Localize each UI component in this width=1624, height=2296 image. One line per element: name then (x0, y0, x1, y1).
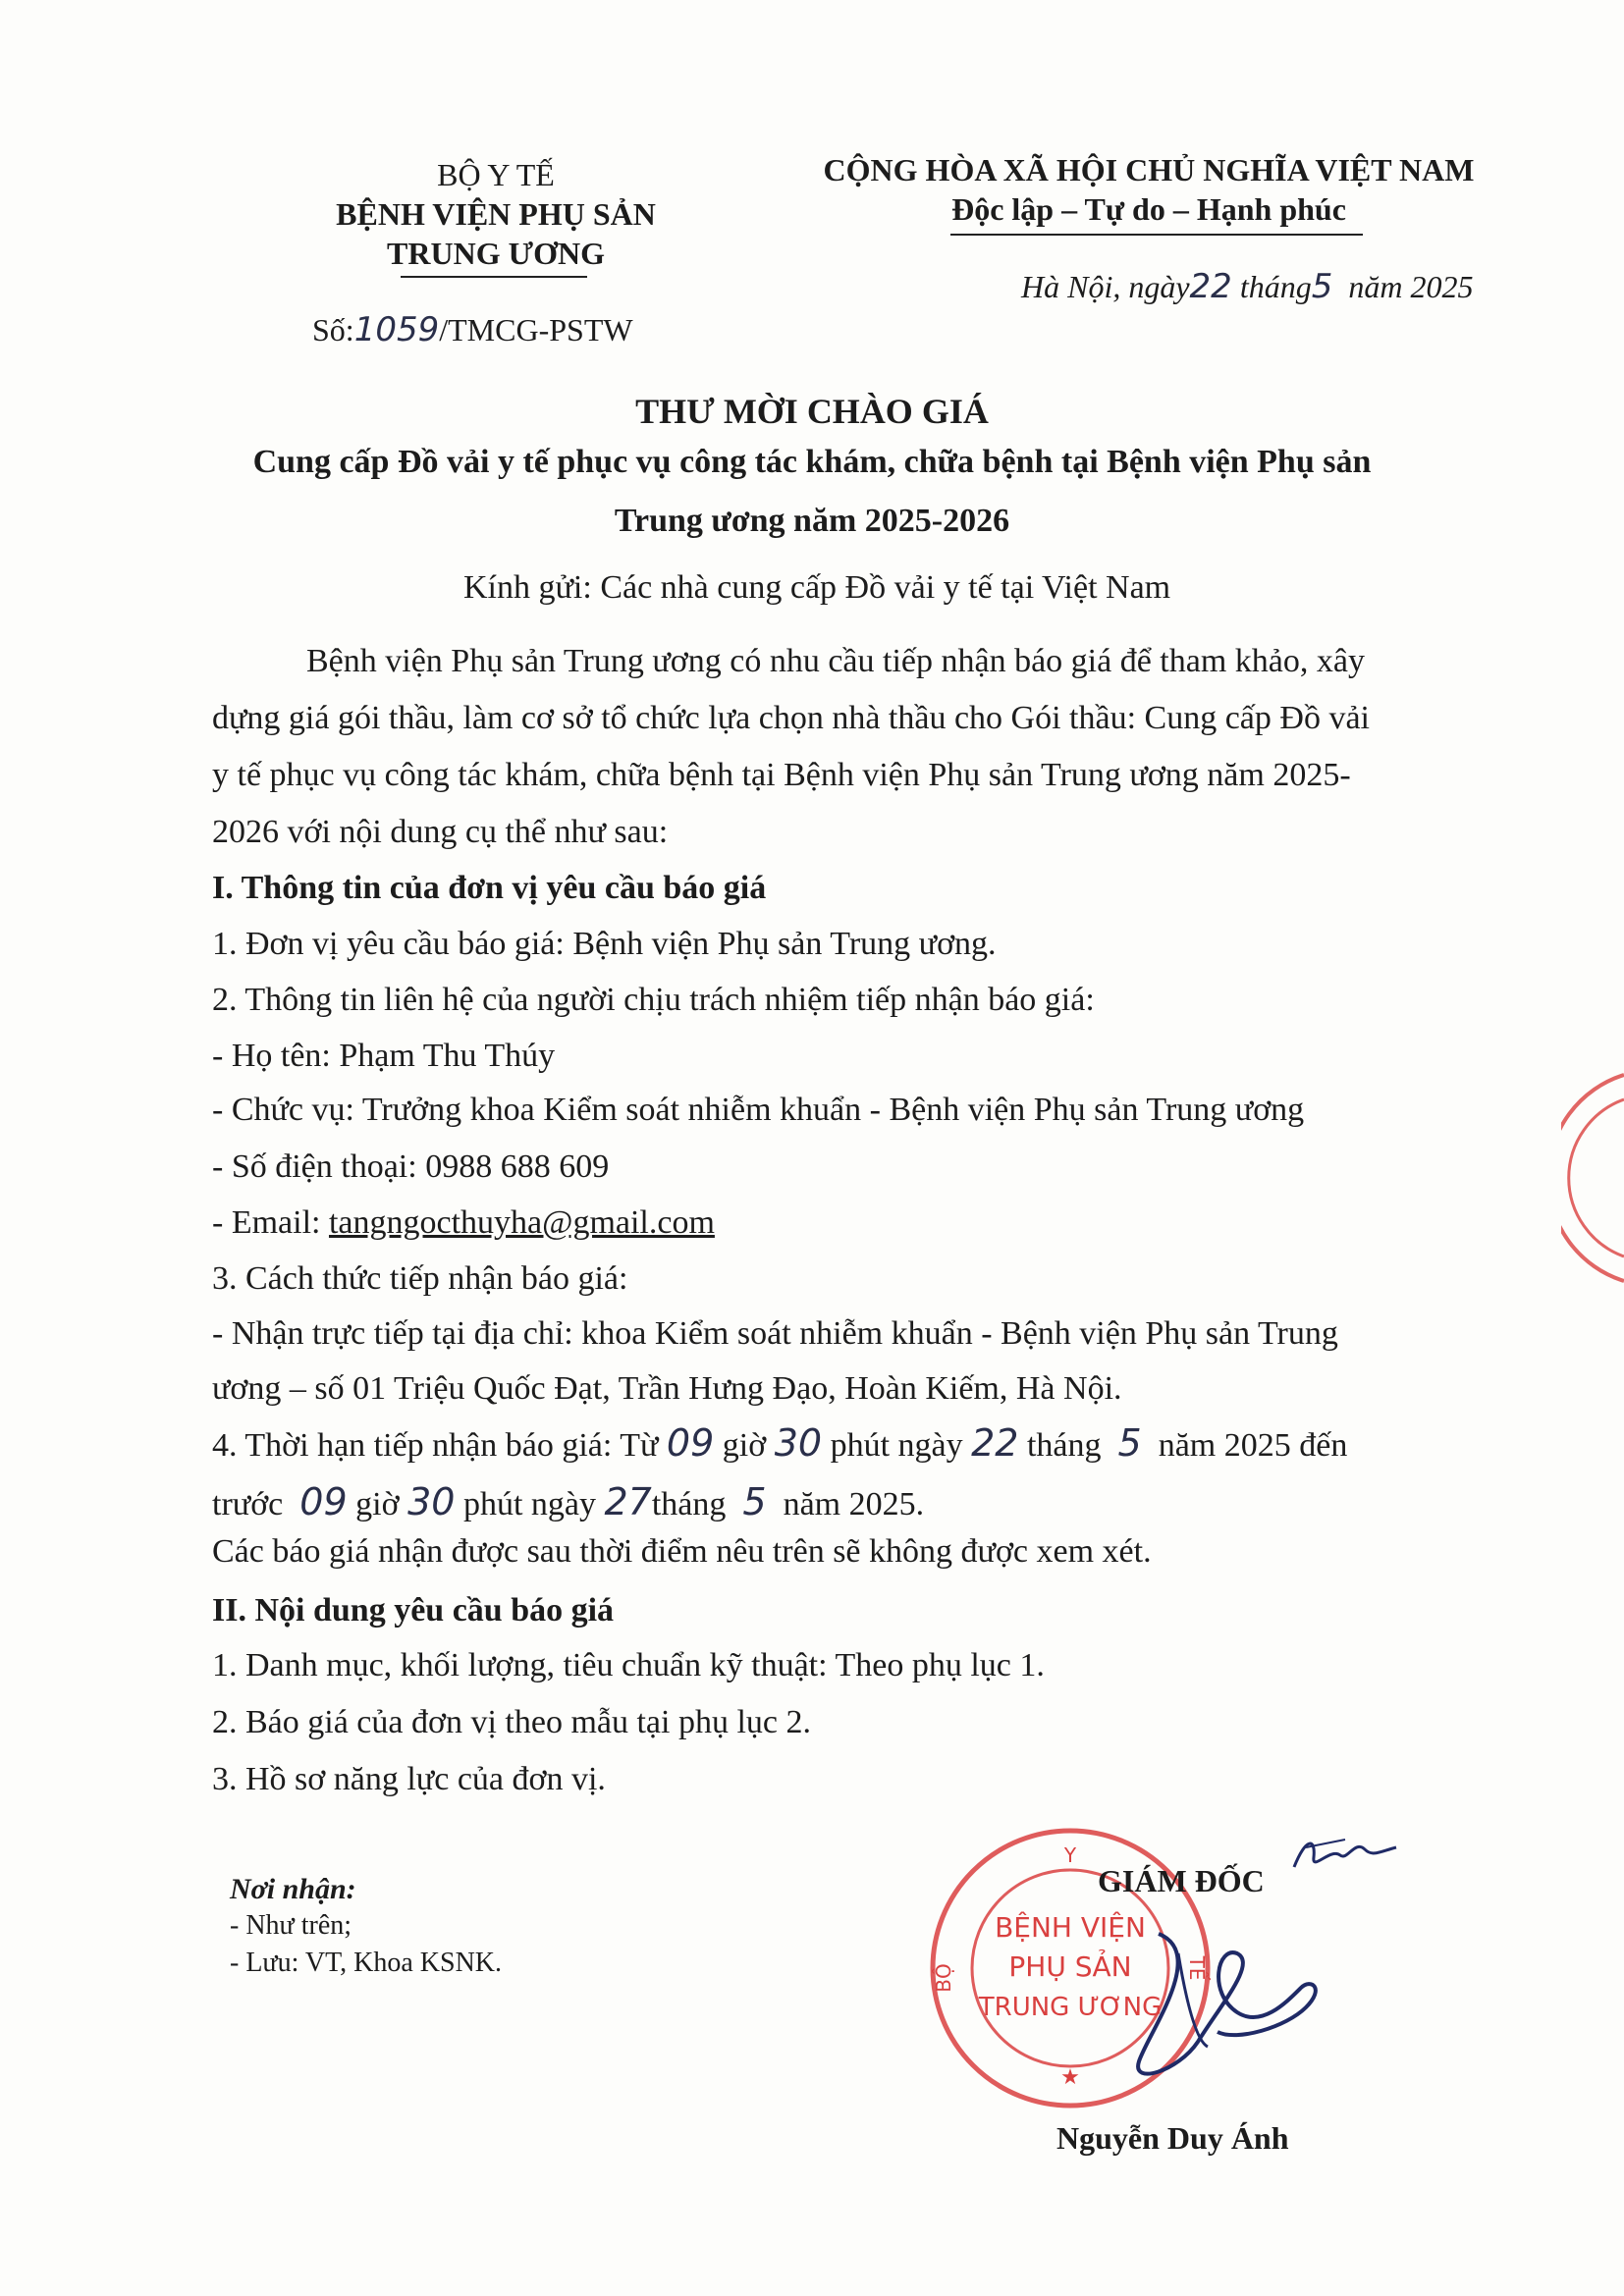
place-date (1021, 267, 1473, 306)
intro-line4: 2026 với nội dung cụ thể như sau: (212, 814, 669, 850)
section1-item1: 1. Đơn vị yêu cầu báo giá: Bệnh viện Phụ sản Trung ương. (212, 926, 997, 962)
doc-no-handwritten: 1059 (353, 310, 440, 349)
section2-item3: 3. Hồ sơ năng lực của đơn vị. (212, 1761, 606, 1797)
deadline-end-day: 27 (604, 1480, 652, 1523)
stamp-line3: TRUNG ƯƠNG (978, 1993, 1163, 2022)
date-day-handwritten: 22 (1189, 267, 1232, 306)
deadline-start-minute: 30 (774, 1421, 823, 1465)
stamp-line1: BỆNH VIỆN (995, 1911, 1146, 1944)
section2-item2: 2. Báo giá của đơn vị theo mẫu tại phụ lục 2. (212, 1704, 812, 1740)
stamp-line2: PHỤ SẢN (1008, 1950, 1132, 1983)
section2-item1: 1. Danh mục, khối lượng, tiêu chuẩn kỹ thuật: Theo phụ lục 1. (212, 1647, 1045, 1683)
signer-title: GIÁM ĐỐC (1098, 1863, 1265, 1898)
email-label: - Email: (212, 1204, 329, 1241)
intro-line2: dựng giá gói thầu, làm cơ sở tổ chức lựa chọn nhà thầu cho Gói thầu: Cung cấp Đồ vải (212, 700, 1370, 736)
doc-no-suffix: /TMCG-PSTW (439, 312, 633, 347)
deadline-end-hour: 09 (299, 1480, 348, 1523)
doc-no-prefix: Số: (312, 312, 354, 347)
deadline-text-3: phút ngày (830, 1427, 963, 1464)
partial-seal-edge (1561, 1070, 1624, 1286)
deadline-text-10: năm 2025. (783, 1486, 925, 1522)
stamp-star-icon: ★ (1060, 2064, 1080, 2089)
deadline-end-month: 5 (742, 1480, 767, 1523)
deadline-start-hour: 09 (666, 1421, 715, 1465)
document-number (312, 310, 633, 349)
deadline-line1 (212, 1421, 1347, 1465)
deadline-text-5: năm 2025 đến (1158, 1427, 1348, 1464)
email-link[interactable]: tangngocthuyha@gmail.com (328, 1204, 715, 1241)
header-left-underline (401, 276, 587, 278)
stamp-top-char: Y (1063, 1843, 1077, 1867)
date-year: năm 2025 (1348, 269, 1474, 304)
recipient-item1: - Như trên; (230, 1910, 352, 1941)
national-motto: Độc lập – Tự do – Hạnh phúc (951, 191, 1346, 227)
ministry-name: BỘ Y TẾ (437, 157, 555, 192)
section1-item2: 2. Thông tin liên hệ của người chịu trách nhiệm tiếp nhận báo giá: (212, 982, 1095, 1018)
section2-heading: II. Nội dung yêu cầu báo giá (212, 1592, 615, 1629)
recipient-line: Kính gửi: Các nhà cung cấp Đồ vải y tế tại Việt Nam (463, 569, 1171, 606)
deadline-text-1: 4. Thời hạn tiếp nhận báo giá: Từ (212, 1427, 659, 1464)
deadline-start-month: 5 (1117, 1421, 1142, 1465)
deadline-text-9: tháng (651, 1486, 727, 1522)
date-month-label: tháng (1239, 269, 1312, 304)
stamp-left-char: BỘ (932, 1963, 955, 1993)
deadline-start-day: 22 (971, 1421, 1019, 1465)
deadline-text-8: phút ngày (462, 1486, 596, 1522)
contact-name: - Họ tên: Phạm Thu Thúy (212, 1038, 556, 1074)
motto-underline (950, 234, 1363, 236)
deadline-end-minute: 30 (407, 1480, 456, 1523)
section1-heading: I. Thông tin của đơn vị yêu cầu báo giá (212, 870, 767, 906)
intro-line3: y tế phục vụ công tác khám, chữa bệnh tại Bệnh viện Phụ sản Trung ương năm 2025- (212, 757, 1351, 793)
document-subtitle-line1: Cung cấp Đồ vải y tế phục vụ công tác khám, chữa bệnh tại Bệnh viện Phụ sản (252, 444, 1372, 480)
deadline-line2 (212, 1480, 924, 1523)
date-month-handwritten: 5 (1311, 267, 1333, 306)
address-line2: ương – số 01 Triệu Quốc Đạt, Trần Hưng Đạo, Hoàn Kiếm, Hà Nội. (212, 1370, 1122, 1407)
deadline-text-2: giờ (722, 1427, 767, 1464)
date-prefix: Hà Nội, ngày (1021, 269, 1190, 304)
section1-item3: 3. Cách thức tiếp nhận báo giá: (212, 1260, 628, 1297)
signature (1090, 1895, 1345, 2110)
signature-initial (1286, 1828, 1404, 1887)
contact-phone: - Số điện thoại: 0988 688 609 (212, 1148, 610, 1185)
document-title: THƯ MỜI CHÀO GIÁ (635, 392, 989, 431)
recipients-label: Nơi nhận: (230, 1873, 356, 1905)
hospital-name-line1: BỆNH VIỆN PHỤ SẢN (336, 196, 656, 232)
country-name: CỘNG HÒA XÃ HỘI CHỦ NGHĨA VIỆT NAM (823, 152, 1475, 187)
hospital-name-line2: TRUNG ƯƠNG (387, 236, 605, 271)
document-subtitle-line2: Trung ương năm 2025-2026 (614, 503, 1010, 539)
stamp-right-char: TẾ (1185, 1955, 1209, 1981)
intro-line1: Bệnh viện Phụ sản Trung ương có nhu cầu tiếp nhận báo giá để tham khảo, xây (306, 643, 1365, 679)
contact-email-row (212, 1204, 715, 1242)
deadline-text-4: tháng (1026, 1427, 1102, 1464)
deadline-note: Các báo giá nhận được sau thời điểm nêu trên sẽ không được xem xét. (212, 1533, 1152, 1570)
deadline-text-7: giờ (355, 1486, 400, 1522)
contact-position: - Chức vụ: Trưởng khoa Kiểm soát nhiễm khuẩn - Bệnh viện Phụ sản Trung ương (212, 1092, 1305, 1128)
deadline-text-6: trước (212, 1486, 284, 1522)
address-line1: - Nhận trực tiếp tại địa chỉ: khoa Kiểm soát nhiễm khuẩn - Bệnh viện Phụ sản Trung (212, 1315, 1338, 1352)
recipient-item2: - Lưu: VT, Khoa KSNK. (230, 1948, 503, 1978)
signer-name: Nguyễn Duy Ánh (1056, 2120, 1289, 2156)
